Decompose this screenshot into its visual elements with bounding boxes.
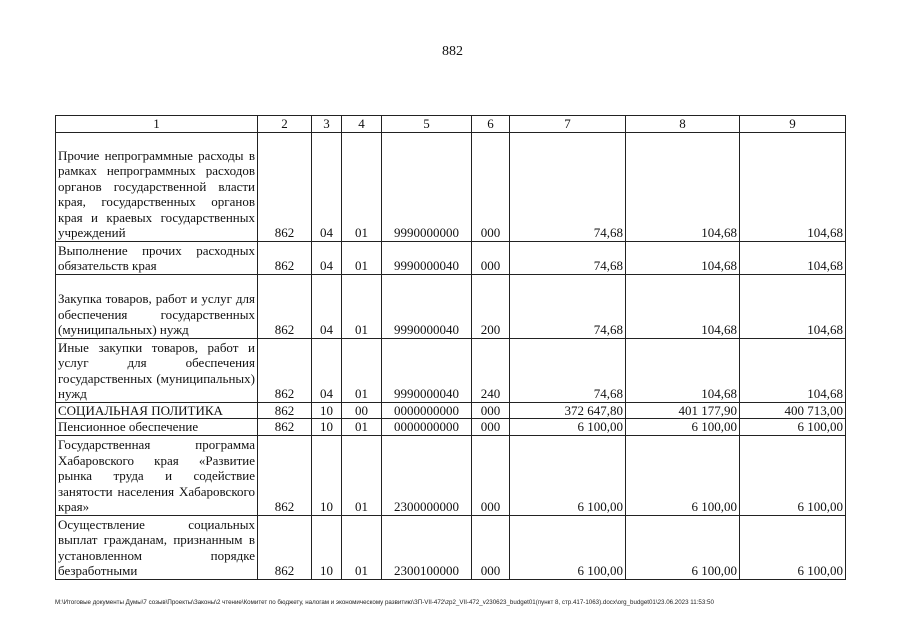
cell-ministry: 862 [258, 338, 312, 402]
cell-col8: 104,68 [626, 338, 740, 402]
header-row [56, 116, 846, 133]
header-cell: 1 [56, 116, 258, 133]
cell-subsection: 01 [342, 515, 382, 579]
cell-col8: 6 100,00 [626, 435, 740, 515]
cell-target: 0000000000 [382, 419, 472, 436]
cell-target: 9990000040 [382, 274, 472, 338]
header-cell: 7 [510, 116, 626, 133]
cell-section: 04 [312, 274, 342, 338]
cell-subsection: 01 [342, 241, 382, 274]
cell-ministry: 862 [258, 241, 312, 274]
cell-ministry: 862 [258, 402, 312, 419]
cell-ministry: 862 [258, 132, 312, 241]
cell-col8: 104,68 [626, 274, 740, 338]
cell-col9: 6 100,00 [740, 419, 846, 436]
header-cell: 2 [258, 116, 312, 133]
cell-col9: 104,68 [740, 132, 846, 241]
cell-expense-type: 000 [472, 241, 510, 274]
cell-expense-type: 000 [472, 402, 510, 419]
cell-section: 04 [312, 338, 342, 402]
cell-expense-type: 000 [472, 419, 510, 436]
cell-subsection: 01 [342, 338, 382, 402]
cell-col9: 104,68 [740, 338, 846, 402]
cell-expense-type: 000 [472, 435, 510, 515]
cell-target: 9990000000 [382, 132, 472, 241]
header-cell: 8 [626, 116, 740, 133]
row-name: Осуществление социальных выплат гражданам, признанным в установленном порядке безработными [56, 515, 258, 579]
cell-col8: 104,68 [626, 241, 740, 274]
cell-subsection: 01 [342, 435, 382, 515]
row-name: СОЦИАЛЬНАЯ ПОЛИТИКА [56, 402, 258, 419]
cell-expense-type: 200 [472, 274, 510, 338]
cell-col7: 372 647,80 [510, 402, 626, 419]
table-row [56, 402, 846, 419]
cell-expense-type: 240 [472, 338, 510, 402]
cell-section: 10 [312, 419, 342, 436]
cell-target: 9990000040 [382, 338, 472, 402]
header-cell: 9 [740, 116, 846, 133]
row-name: Выполнение прочих расходных обязательств края [56, 241, 258, 274]
table-row [56, 338, 846, 402]
cell-col7: 74,68 [510, 338, 626, 402]
cell-target: 9990000040 [382, 241, 472, 274]
table-row [56, 515, 846, 579]
cell-section: 10 [312, 402, 342, 419]
cell-col7: 74,68 [510, 241, 626, 274]
cell-col8: 104,68 [626, 132, 740, 241]
row-name: Государственная программа Хабаровского края «Развитие рынка труда и содействие занятости населения Хабаровского края» [56, 435, 258, 515]
document-path-footer: M:\Итоговые документы Думы\7 созыв\Проекты\Законы\2 чтение\Комитет по бюджету, налогам и экономическому развитию\ЗП-VII-472\zp2_VII-472_v230623_budget01(пункт 8, стр.417-1063).docx\org_budget01\23.06.2023 11:53:50 [55, 599, 714, 606]
cell-section: 04 [312, 132, 342, 241]
cell-subsection: 01 [342, 419, 382, 436]
table-row [56, 132, 846, 241]
cell-section: 04 [312, 241, 342, 274]
cell-target: 0000000000 [382, 402, 472, 419]
cell-col7: 6 100,00 [510, 435, 626, 515]
cell-expense-type: 000 [472, 515, 510, 579]
cell-ministry: 862 [258, 274, 312, 338]
cell-ministry: 862 [258, 515, 312, 579]
row-name: Прочие непрограммные расходы в рамках непрограммных расходов органов государственной власти края, государственных органов края и краевых государственных учреждений [56, 132, 258, 241]
cell-expense-type: 000 [472, 132, 510, 241]
table-row [56, 419, 846, 436]
cell-target: 2300100000 [382, 515, 472, 579]
budget-table [55, 115, 846, 580]
table-row [56, 241, 846, 274]
cell-subsection: 01 [342, 132, 382, 241]
cell-ministry: 862 [258, 435, 312, 515]
cell-col9: 104,68 [740, 274, 846, 338]
cell-subsection: 01 [342, 274, 382, 338]
cell-col7: 6 100,00 [510, 515, 626, 579]
row-name: Закупка товаров, работ и услуг для обеспечения государственных (муниципальных) нужд [56, 274, 258, 338]
cell-col7: 6 100,00 [510, 419, 626, 436]
header-cell: 4 [342, 116, 382, 133]
table-row [56, 274, 846, 338]
cell-col7: 74,68 [510, 274, 626, 338]
cell-section: 10 [312, 435, 342, 515]
cell-col7: 74,68 [510, 132, 626, 241]
page-number: 882 [442, 44, 463, 59]
cell-section: 10 [312, 515, 342, 579]
header-cell: 6 [472, 116, 510, 133]
cell-col9: 6 100,00 [740, 435, 846, 515]
header-cell: 3 [312, 116, 342, 133]
cell-col9: 6 100,00 [740, 515, 846, 579]
header-cell: 5 [382, 116, 472, 133]
cell-col8: 401 177,90 [626, 402, 740, 419]
cell-subsection: 00 [342, 402, 382, 419]
row-name: Пенсионное обеспечение [56, 419, 258, 436]
cell-col9: 104,68 [740, 241, 846, 274]
cell-col9: 400 713,00 [740, 402, 846, 419]
row-name: Иные закупки товаров, работ и услуг для обеспечения государственных (муниципальных) нужд [56, 338, 258, 402]
table-row [56, 435, 846, 515]
cell-target: 2300000000 [382, 435, 472, 515]
cell-ministry: 862 [258, 419, 312, 436]
cell-col8: 6 100,00 [626, 515, 740, 579]
cell-col8: 6 100,00 [626, 419, 740, 436]
